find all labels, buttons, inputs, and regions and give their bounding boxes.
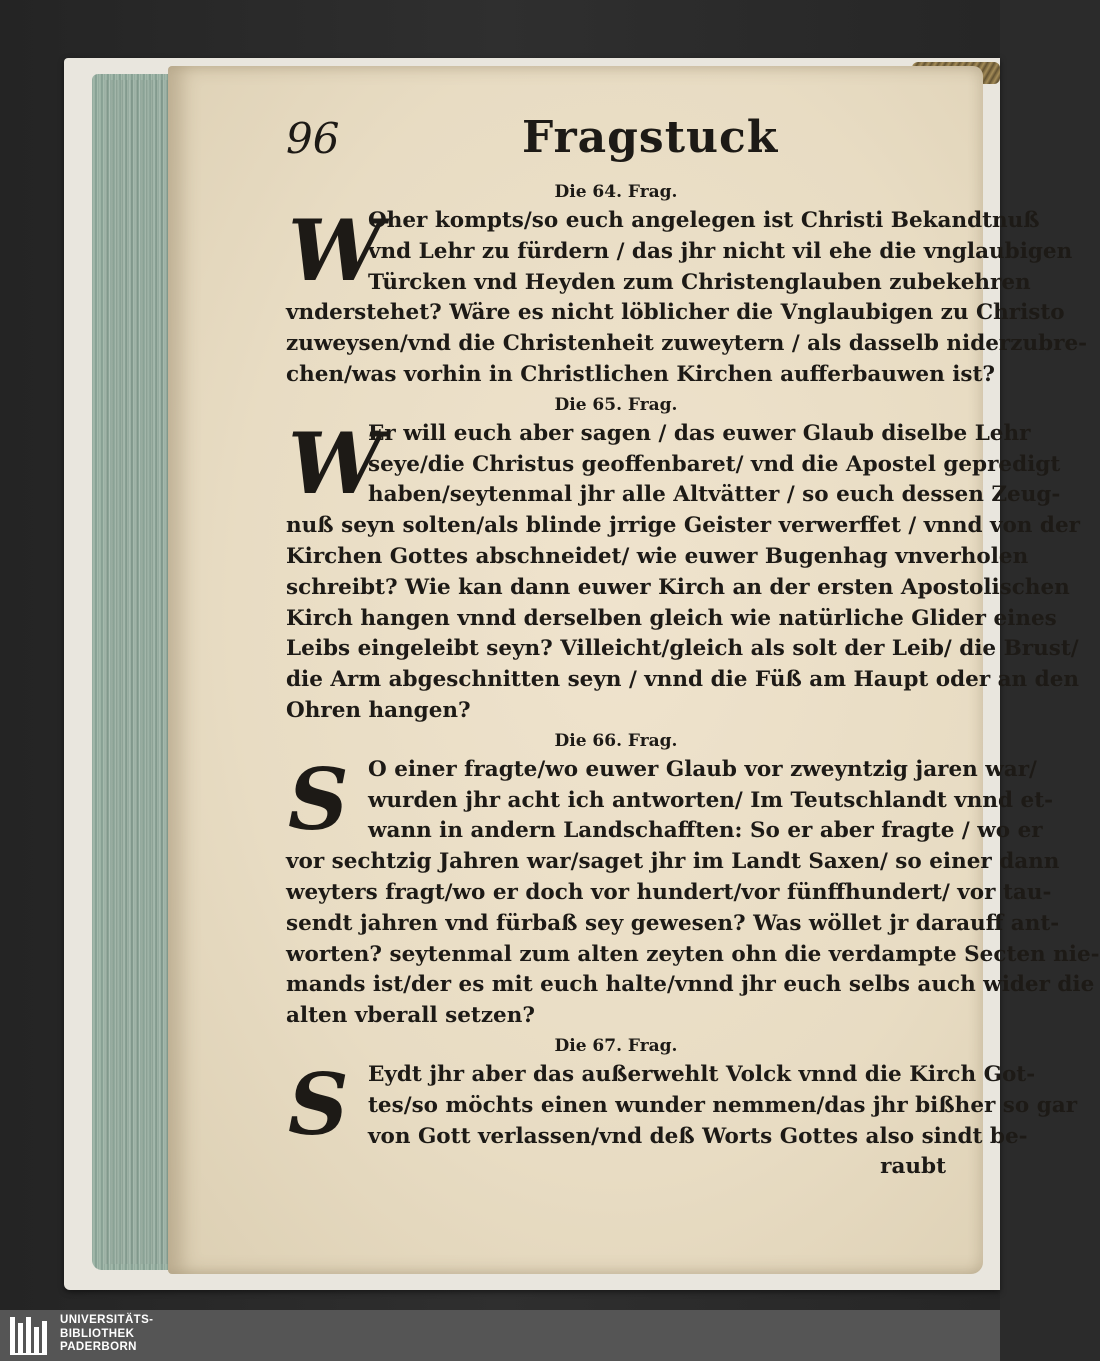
drop-capital: S xyxy=(288,749,349,849)
library-name xyxy=(60,1314,153,1355)
page-number: 96 xyxy=(286,114,340,163)
text-line: vnderstehet? Wäre es nicht löblicher die Vnglaubigen zu Christo xyxy=(286,300,1065,326)
text-line: zuweysen/vnd die Christenheit zuweytern / als dasselb niderzubre- xyxy=(286,331,1088,357)
text-line: tes/so möchts einen wunder nemmen/das jhr bißher so gar xyxy=(368,1092,1078,1118)
text-line: mands ist/der es mit euch halte/vnnd jhr euch selbs auch wider die xyxy=(286,972,1095,998)
question-heading: Die 64. Frag. xyxy=(554,182,678,202)
text-line: nuß seyn solten/als blinde jrrige Geister verwerffet / vnnd von der xyxy=(286,513,1080,539)
library-name-line: PADERBORN xyxy=(60,1341,137,1353)
question-paragraph xyxy=(286,413,1080,727)
question-paragraph xyxy=(286,1054,1078,1183)
catchword: raubt xyxy=(880,1154,946,1180)
text-line: Kirch hangen vnnd derselben gleich wie natürliche Glider eines xyxy=(286,605,1057,631)
library-name-line: BIBLIOTHEK xyxy=(60,1327,135,1340)
text-line: die Arm abgeschnitten seyn / vnnd die Füß am Haupt oder an den xyxy=(286,667,1080,693)
text-line: Er will euch aber sagen / das euwer Glaub diselbe Lehr xyxy=(368,420,1031,446)
text-line: seye/die Christus geoffenbaret/ vnd die Apostel gepredigt xyxy=(368,451,1061,477)
question-paragraph xyxy=(286,749,1100,1032)
text-line: Oher kompts/so euch angelegen ist Christi Bekandtnuß xyxy=(368,208,1040,233)
text-line: alten vberall setzen? xyxy=(286,1003,535,1029)
question-paragraph xyxy=(286,201,1088,391)
text-line: schreibt? Wie kan dann euwer Kirch an der ersten Apostolischen xyxy=(286,574,1070,600)
text-line: Türcken vnd Heyden zum Christenglauben zubekehren xyxy=(368,269,1031,295)
text-line: wann in andern Landschafften: So er aber fragte / wo er xyxy=(368,818,1043,844)
text-line: Eydt jhr aber das außerwehlt Volck vnnd die Kirch Got- xyxy=(368,1061,1036,1087)
library-name-line: UNIVERSITÄTS- xyxy=(60,1314,154,1326)
text-line: vor sechtzig Jahren war/saget jhr im Landt Saxen/ so einer dann xyxy=(286,849,1060,875)
running-title: Fragstuck xyxy=(522,112,779,163)
library-logo-icon xyxy=(8,1313,52,1357)
text-line: haben/seytenmal jhr alle Altvätter / so euch dessen Zeug- xyxy=(368,482,1061,508)
text-line: Leibs eingeleibt seyn? Villeicht/gleich als solt der Leib/ die Brust/ xyxy=(286,636,1079,662)
text-line: worten? seytenmal zum alten zeyten ohn die verdampte Secten nie- xyxy=(286,941,1100,967)
text-line: weyters fragt/wo er doch vor hundert/vor fünffhundert/ vor tau- xyxy=(286,879,1052,905)
text-line: Kirchen Gottes abschneidet/ wie euwer Bugenhag vnverholen xyxy=(286,543,1029,569)
question-heading: Die 67. Frag. xyxy=(554,1035,678,1056)
text-line: von Gott verlassen/vnd deß Worts Gottes also sindt be- xyxy=(368,1123,1028,1149)
text-line: O einer fragte/wo euwer Glaub vor zweyntzig jaren war/ xyxy=(368,756,1037,782)
text-line: Ohren hangen? xyxy=(286,697,471,723)
page-header xyxy=(286,108,946,178)
drop-capital: S xyxy=(288,1054,349,1154)
page-text-block xyxy=(286,108,1100,1183)
text-line: wurden jhr acht ich antworten/ Im Teutschlandt vnnd et- xyxy=(368,787,1054,813)
text-line: vnd Lehr zu fürdern / das jhr nicht vil ehe die vnglaubigen xyxy=(368,238,1073,264)
text-line: sendt jahren vnd fürbaß sey gewesen? Was wöllet jr darauff ant- xyxy=(286,910,1060,936)
drop-capital: W xyxy=(288,413,383,513)
question-heading: Die 66. Frag. xyxy=(554,730,678,751)
drop-capital: W xyxy=(288,201,383,300)
book-page-edges-texture xyxy=(104,80,174,1264)
question-heading: Die 65. Frag. xyxy=(554,394,678,415)
text-line: chen/was vorhin in Christlichen Kirchen aufferbauwen ist? xyxy=(286,361,996,387)
